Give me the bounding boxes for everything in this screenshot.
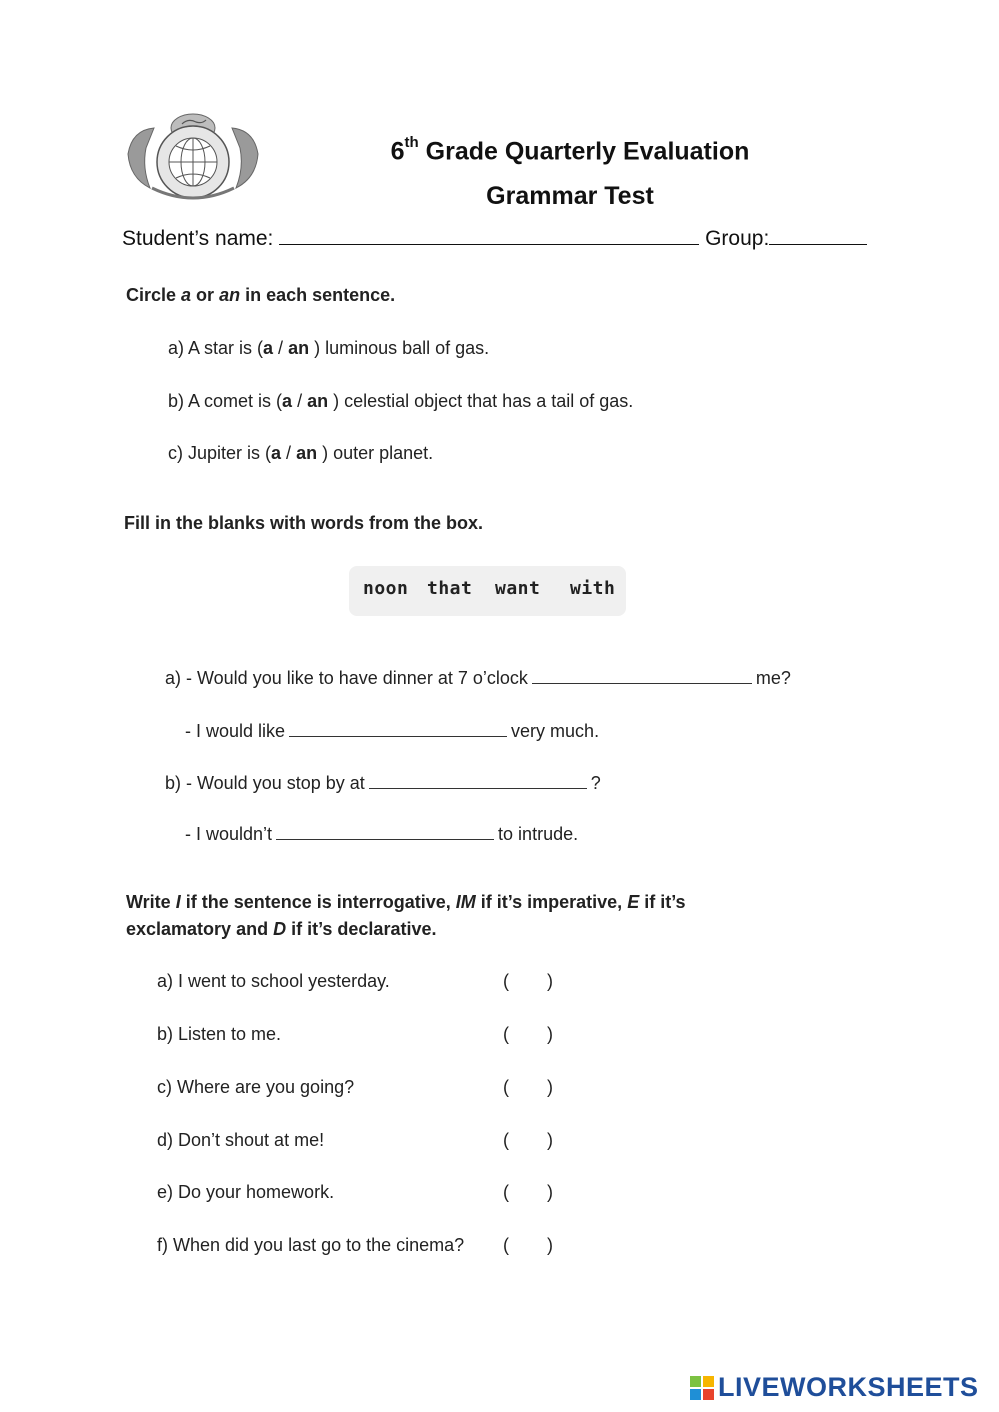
instr1-or: or [191, 285, 220, 305]
item-text: very much. [511, 721, 600, 741]
instr3-text: if it’s [639, 892, 686, 912]
sentence-type-item: f) When did you last go to the cinema? [157, 1235, 465, 1255]
answer-parentheses[interactable] [503, 1235, 553, 1256]
page-subtitle: Grammar Test [486, 182, 654, 210]
item-text: - I wouldn’t [185, 824, 273, 844]
paren-close: ) [547, 1024, 553, 1044]
choice-an[interactable]: an [307, 391, 329, 411]
item-text: ? [590, 773, 601, 793]
group-label: Group: [705, 227, 770, 250]
answer-parentheses[interactable] [503, 971, 553, 992]
section2-instruction: Fill in the blanks with words from the box. [124, 513, 484, 533]
paren-close: ) [547, 971, 553, 991]
item-text: - I would like [185, 721, 286, 741]
section1-instruction [126, 285, 395, 306]
paren-close: ) [547, 1182, 553, 1202]
item-text: b) A comet is ( [168, 391, 283, 411]
paren-open: ( [503, 1077, 509, 1097]
word-box-word: that [427, 578, 473, 599]
instr1-a: a [181, 285, 192, 305]
student-info-row [122, 226, 867, 251]
paren-close: ) [547, 1130, 553, 1150]
item-text: ) luminous ball of gas. [309, 338, 490, 358]
liveworksheets-brand [690, 1372, 990, 1406]
choice-a[interactable]: a [263, 338, 274, 358]
answer-parentheses[interactable] [503, 1077, 553, 1098]
answer-blank[interactable] [369, 774, 587, 789]
title-rest: Grade Quarterly Evaluation [425, 137, 750, 166]
page-title [0, 134, 999, 166]
item-text: c) Jupiter is ( [168, 443, 272, 463]
article-item [168, 391, 633, 412]
answer-blank[interactable] [289, 722, 507, 737]
choice-an[interactable]: an [288, 338, 310, 358]
instr3-text: Write [126, 892, 176, 912]
sentence-type-item: e) Do your homework. [157, 1182, 335, 1202]
answer-blank[interactable] [532, 669, 752, 684]
word-box-word: with [570, 578, 616, 599]
paren-close: ) [547, 1235, 553, 1255]
sentence-type-item: c) Where are you going? [157, 1077, 355, 1097]
word-box-word: noon [363, 578, 409, 599]
instr3-text: if it’s imperative, [475, 892, 628, 912]
answer-parentheses[interactable] [503, 1182, 553, 1203]
section3-instruction-line1 [126, 892, 686, 913]
slash: / [273, 338, 289, 358]
sentence-type-item: b) Listen to me. [157, 1024, 282, 1044]
group-field[interactable] [769, 226, 867, 245]
fill-blank-item [185, 721, 599, 742]
instr1-pre: Circle [126, 285, 182, 305]
answer-blank[interactable] [276, 825, 494, 840]
fill-blank-item [185, 824, 578, 845]
instr1-post: in each sentence. [240, 285, 396, 305]
fill-blank-item [165, 668, 791, 689]
instr3-text: exclamatory and [126, 919, 274, 939]
paren-open: ( [503, 1024, 509, 1044]
fill-blank-item [165, 773, 601, 794]
instr3-text: if it’s declarative. [286, 919, 437, 939]
paren-open: ( [503, 1235, 509, 1255]
item-text: a) A star is ( [168, 338, 264, 358]
title-number: 6 [390, 137, 405, 166]
article-item [168, 443, 433, 464]
sentence-type-item: d) Don’t shout at me! [157, 1130, 325, 1150]
title-superscript: th [404, 134, 419, 151]
item-text: a) - Would you like to have dinner at 7 o’clock [165, 668, 528, 688]
item-text: me? [755, 668, 791, 688]
liveworksheets-wordmark: LIVEWORKSHEETS [718, 1372, 979, 1402]
instr3-code: IM [455, 892, 476, 912]
instr3-code: I [175, 892, 181, 912]
answer-parentheses[interactable] [503, 1130, 553, 1151]
word-box-word: want [495, 578, 541, 599]
instr1-an: an [219, 285, 241, 305]
choice-a[interactable]: a [282, 391, 293, 411]
item-text: to intrude. [498, 824, 579, 844]
item-text: b) - Would you stop by at [165, 773, 365, 793]
liveworksheets-logo-icon [690, 1376, 714, 1400]
paren-open: ( [503, 1130, 509, 1150]
choice-an[interactable]: an [296, 443, 318, 463]
choice-a[interactable]: a [271, 443, 282, 463]
word-box [349, 566, 626, 616]
sentence-type-item: a) I went to school yesterday. [157, 971, 390, 991]
student-name-field[interactable] [279, 226, 699, 245]
paren-open: ( [503, 971, 509, 991]
answer-parentheses[interactable] [503, 1024, 553, 1045]
paren-open: ( [503, 1182, 509, 1202]
slash: / [281, 443, 297, 463]
item-text: ) celestial object that has a tail of gas. [328, 391, 634, 411]
student-name-label: Student’s name: [122, 227, 274, 250]
article-item [168, 338, 489, 359]
instr3-code: E [627, 892, 640, 912]
paren-close: ) [547, 1077, 553, 1097]
instr3-text: if the sentence is interrogative, [180, 892, 456, 912]
item-text: ) outer planet. [317, 443, 434, 463]
slash: / [292, 391, 308, 411]
instr3-code: D [273, 919, 287, 939]
section3-instruction-line2 [126, 919, 436, 940]
